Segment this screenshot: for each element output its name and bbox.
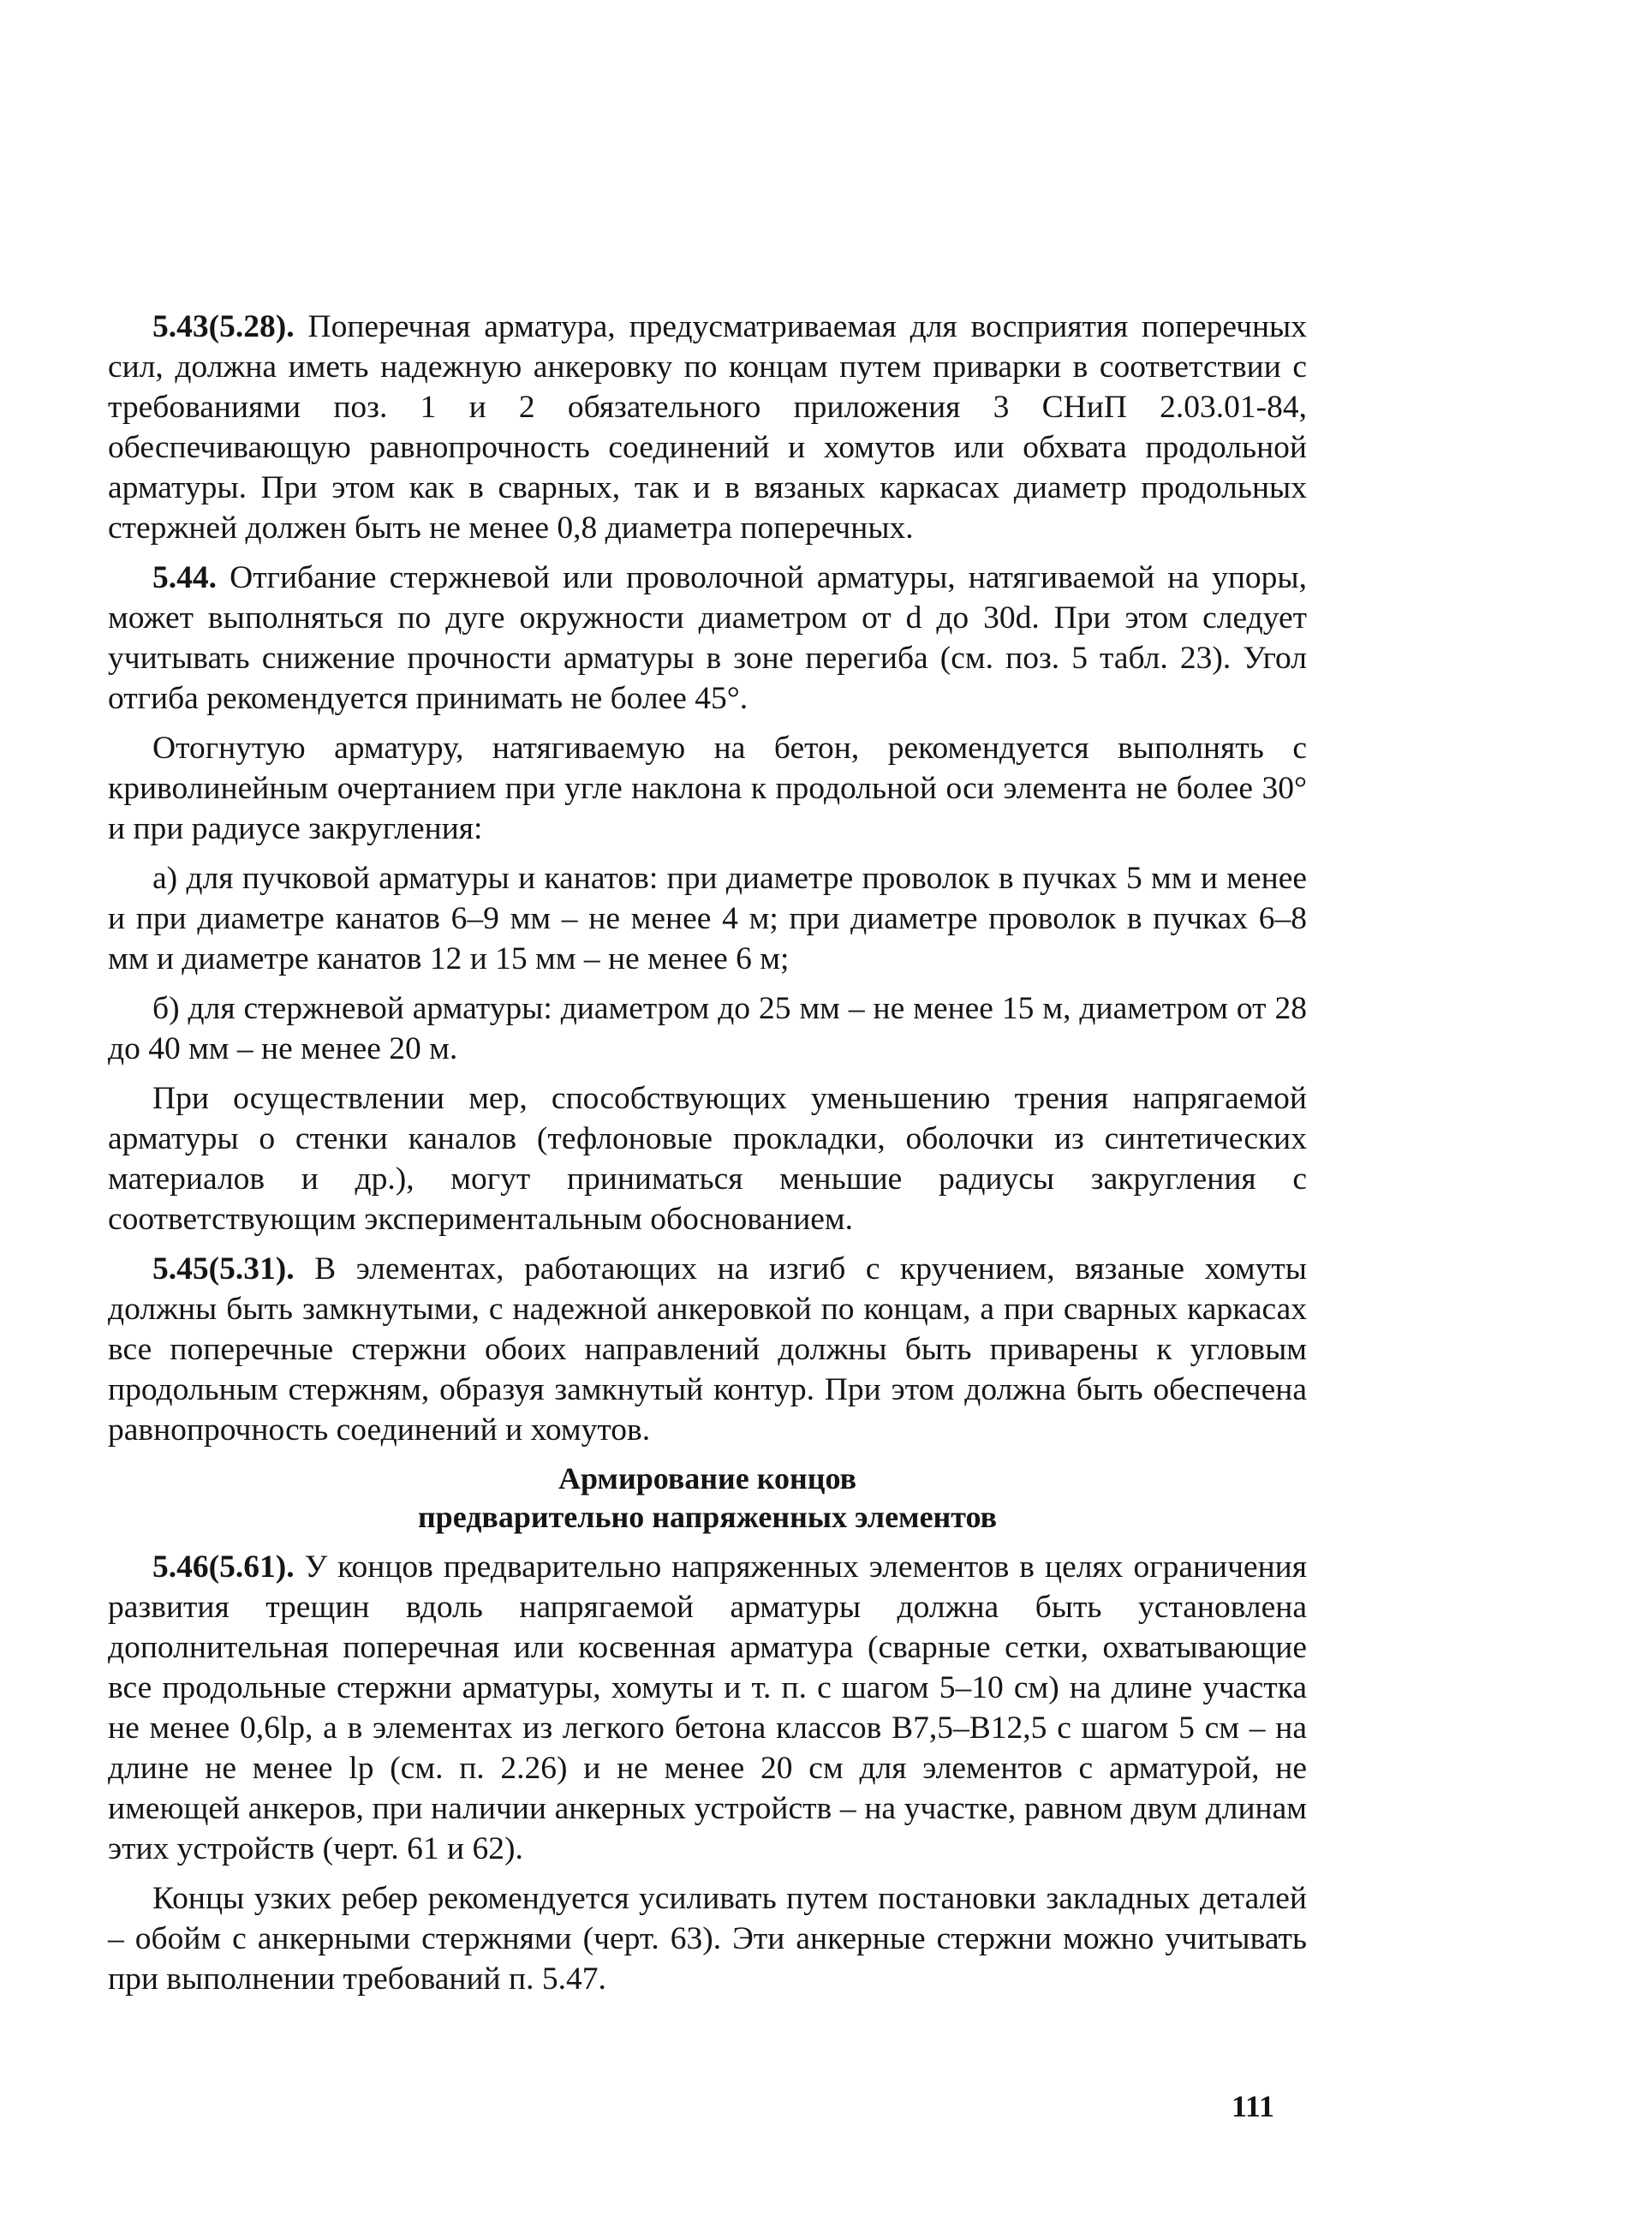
paragraph-number: 5.43(5.28). (152, 309, 295, 344)
paragraph-bent-reinforcement (108, 728, 1307, 849)
list-item-b (108, 988, 1307, 1069)
paragraph-friction-measures (108, 1078, 1307, 1239)
paragraph-5-45 (108, 1249, 1307, 1450)
paragraph-5-44 (108, 558, 1307, 719)
paragraph-narrow-ribs (108, 1878, 1307, 1999)
paragraph-text: Отогнутую арматуру, натягиваемую на бетон, рекомендуется выполнять с криволинейным очертанием при угле наклона к продольной оси элемента не более 30° и при радиусе закругления: (108, 731, 1307, 846)
paragraph-text: В элементах, работающих на изгиб с кручением, вязаные хомуты должны быть замкнутыми, с надежной анкеровкой по концам, а при сварных каркасах все поперечные стержни обоих направлений должны быть приварены к угловым продольным стержням, образуя замкнутый контур. При этом должна быть обеспечена равнопрочность соединений и хомутов. (108, 1251, 1307, 1448)
paragraph-number: 5.44. (152, 560, 217, 595)
paragraph-5-46 (108, 1547, 1307, 1869)
paragraph-text: б) для стержневой арматуры: диаметром до 25 мм – не менее 15 м, диаметром от 28 до 40 мм – не менее 20 м. (108, 991, 1307, 1066)
section-heading-line-1: Армирование концов (558, 1461, 857, 1496)
paragraph-text: а) для пучковой арматуры и канатов: при диаметре проволок в пучках 5 мм и менее и при диаметре канатов 6–9 мм – не менее 4 м; при диаметре проволок в пучках 6–8 мм и диаметре канатов 12 и 15 мм – не менее 6 м; (108, 861, 1307, 976)
section-heading-line-2: предварительно напряженных элементов (417, 1500, 998, 1534)
paragraph-number: 5.45(5.31). (152, 1251, 295, 1287)
paragraph-text: При осуществлении мер, способствующих уменьшению трения напрягаемой арматуры о стенки каналов (тефлоновые прокладки, оболочки из синтетических материалов и др.), могут приниматься меньшие радиусы закругления с соответствующим экспериментальным обоснованием. (108, 1081, 1307, 1237)
list-item-a (108, 858, 1307, 979)
paragraph-text: Поперечная арматура, предусматриваемая для восприятия поперечных сил, должна иметь надежную анкеровку по концам путем приварки в соответствии с требованиями поз. 1 и 2 обязательного приложения 3 СНиП 2.03.01-84, обеспечивающую равнопрочность соединений и хомутов или обхвата продольной арматуры. При этом как в сварных, так и в вязаных каркасах диаметр продольных стержней должен быть не менее 0,8 диаметра поперечных. (108, 309, 1307, 546)
paragraph-text: Концы узких ребер рекомендуется усиливать путем постановки закладных деталей – обойм с анкерными стержнями (черт. 63). Эти анкерные стержни можно учитывать при выполнении требований п. 5.47. (108, 1881, 1307, 1997)
section-heading (108, 1460, 1307, 1537)
page-number: 111 (1232, 2089, 1275, 2123)
paragraph-text: У концов предварительно напряженных элементов в целях ограничения развития трещин вдоль напрягаемой арматуры должна быть установлена дополнительная поперечная или косвенная арматура (сварные сетки, охватывающие все продольные стержни арматуры, хомуты и т. п. с шагом 5–10 см) на длине участка не менее 0,6lp, а в элементах из легкого бетона классов В7,5–В12,5 с шагом 5 см – на длине не менее lp (см. п. 2.26) и не менее 20 см для элементов с арматурой, не имеющей анкеров, при наличии анкерных устройств – на участке, равном двум длинам этих устройств (черт. 61 и 62). (108, 1549, 1307, 1866)
paragraph-text: Отгибание стержневой или проволочной арматуры, натягиваемой на упоры, может выполняться по дуге окружности диаметром от d до 30d. При этом следует учитывать снижение прочности арматуры в зоне перегиба (см. поз. 5 табл. 23). Угол отгиба рекомендуется принимать не более 45°. (108, 560, 1307, 716)
paragraph-5-43 (108, 307, 1307, 548)
body-text (108, 307, 1307, 2009)
paragraph-number: 5.46(5.61). (152, 1549, 295, 1585)
